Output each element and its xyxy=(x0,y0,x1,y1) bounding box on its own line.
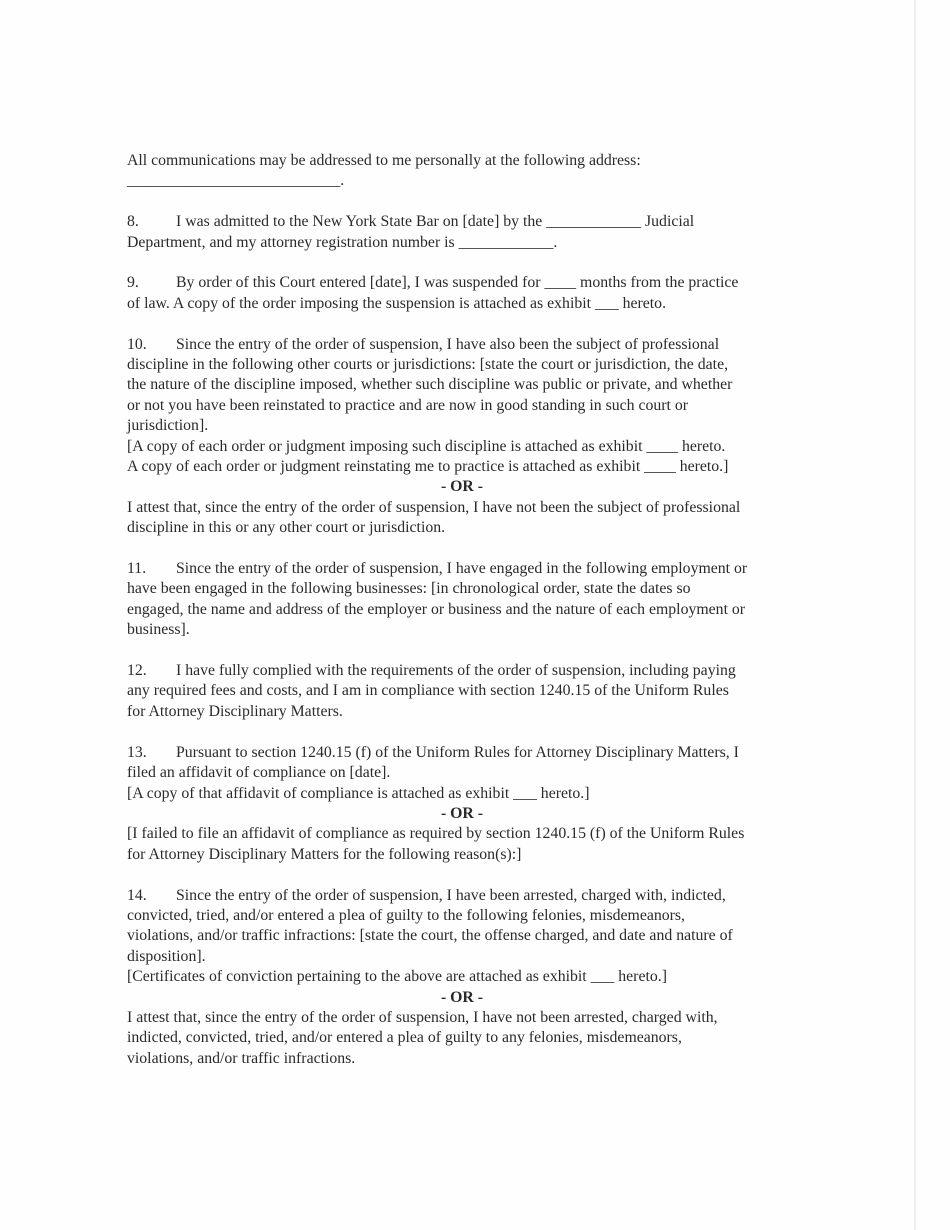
or-separator: - OR - xyxy=(440,804,484,822)
or-separator: - OR - xyxy=(440,988,484,1006)
intro-line: All communications may be addressed to me personally at the following address: xyxy=(127,152,641,169)
paragraph-line: convicted, tried, and/or entered a plea of guilty to the following felonies, misdemeanors, xyxy=(127,906,685,924)
paragraph-number: 8. xyxy=(127,213,139,231)
paragraph-9 xyxy=(127,273,797,314)
paragraph-line: any required fees and costs, and I am in compliance with section 1240.15 of the Uniform Rules xyxy=(127,682,729,700)
intro-paragraph xyxy=(127,151,797,192)
paragraph-line: Department, and my attorney registration number is ____________. xyxy=(127,233,558,251)
paragraph-10 xyxy=(127,335,797,539)
paragraph-8 xyxy=(127,212,797,253)
paragraph-line: Pursuant to section 1240.15 (f) of the Uniform Rules for Attorney Disciplinary Matters, I xyxy=(176,743,739,761)
alternative-line: [I failed to file an affidavit of compliance as required by section 1240.15 (f) of the Uniform Rules xyxy=(127,825,745,843)
paragraph-11 xyxy=(127,559,797,641)
paragraph-line: I have fully complied with the requirements of the order of suspension, including paying xyxy=(176,662,736,680)
paragraph-line: filed an affidavit of compliance on [date]. xyxy=(127,764,391,782)
exhibit-line: [Certificates of conviction pertaining to the above are attached as exhibit ___ hereto.] xyxy=(127,968,667,986)
exhibit-line: [A copy of that affidavit of compliance is attached as exhibit ___ hereto.] xyxy=(127,784,590,802)
alternative-line: for Attorney Disciplinary Matters for the following reason(s):] xyxy=(127,845,522,863)
paragraph-line: of law. A copy of the order imposing the suspension is attached as exhibit ___ hereto. xyxy=(127,294,667,312)
paragraph-number: 9. xyxy=(127,274,139,292)
paragraph-line: have been engaged in the following businesses: [in chronological order, state the dates so xyxy=(127,580,691,598)
paragraph-line: engaged, the name and address of the employer or business and the nature of each employment or xyxy=(127,600,746,618)
paragraph-line: I was admitted to the New York State Bar on [date] by the ____________ Judicial xyxy=(176,213,695,231)
alternative-line: I attest that, since the entry of the order of suspension, I have not been arrested, charged with, xyxy=(127,1008,718,1026)
paragraph-line: Since the entry of the order of suspension, I have engaged in the following employment or xyxy=(176,560,748,578)
paragraph-number: 12. xyxy=(127,662,147,680)
paragraph-line: jurisdiction]. xyxy=(127,417,209,435)
paragraph-line: or not you have been reinstated to practice and are now in good standing in such court or xyxy=(127,396,689,414)
paragraph-number: 13. xyxy=(127,743,147,761)
paragraph-number: 10. xyxy=(127,335,147,353)
paragraph-line: disposition]. xyxy=(127,947,206,965)
paragraph-line: Since the entry of the order of suspension, I have been arrested, charged with, indicted, xyxy=(176,886,726,904)
alternative-line: violations, and/or traffic infractions. xyxy=(127,1049,356,1067)
or-separator: - OR - xyxy=(440,478,484,496)
paragraph-line: the nature of the discipline imposed, whether such discipline was public or private, and whether xyxy=(127,376,733,394)
paragraph-12 xyxy=(127,661,797,722)
document-body xyxy=(127,151,797,1069)
alternative-line: indicted, convicted, tried, and/or entered a plea of guilty to any felonies, misdemeanors, xyxy=(127,1029,682,1047)
page-edge xyxy=(914,0,916,1230)
exhibit-line: [A copy of each order or judgment imposing such discipline is attached as exhibit ____ hereto. xyxy=(127,437,726,455)
paragraph-line: business]. xyxy=(127,621,190,639)
paragraph-line: By order of this Court entered [date], I was suspended for ____ months from the practice xyxy=(176,274,739,292)
address-blank: ___________________________. xyxy=(127,172,345,190)
paragraph-line: violations, and/or traffic infractions: [state the court, the offense charged, and date and nature of xyxy=(127,927,733,945)
alternative-line: I attest that, since the entry of the order of suspension, I have not been the subject of professional xyxy=(127,498,741,516)
paragraph-14 xyxy=(127,886,797,1070)
paragraph-line: Since the entry of the order of suspension, I have also been the subject of professional xyxy=(176,335,720,353)
paragraph-number: 14. xyxy=(127,886,147,904)
paragraph-number: 11. xyxy=(127,560,147,578)
paragraph-13 xyxy=(127,743,797,865)
exhibit-line: A copy of each order or judgment reinstating me to practice is attached as exhibit ____ hereto.] xyxy=(127,458,729,476)
paragraph-line: discipline in the following other courts or jurisdictions: [state the court or jurisdiction, the date, xyxy=(127,356,729,374)
paragraph-line: for Attorney Disciplinary Matters. xyxy=(127,702,343,720)
alternative-line: discipline in this or any other court or jurisdiction. xyxy=(127,519,446,537)
